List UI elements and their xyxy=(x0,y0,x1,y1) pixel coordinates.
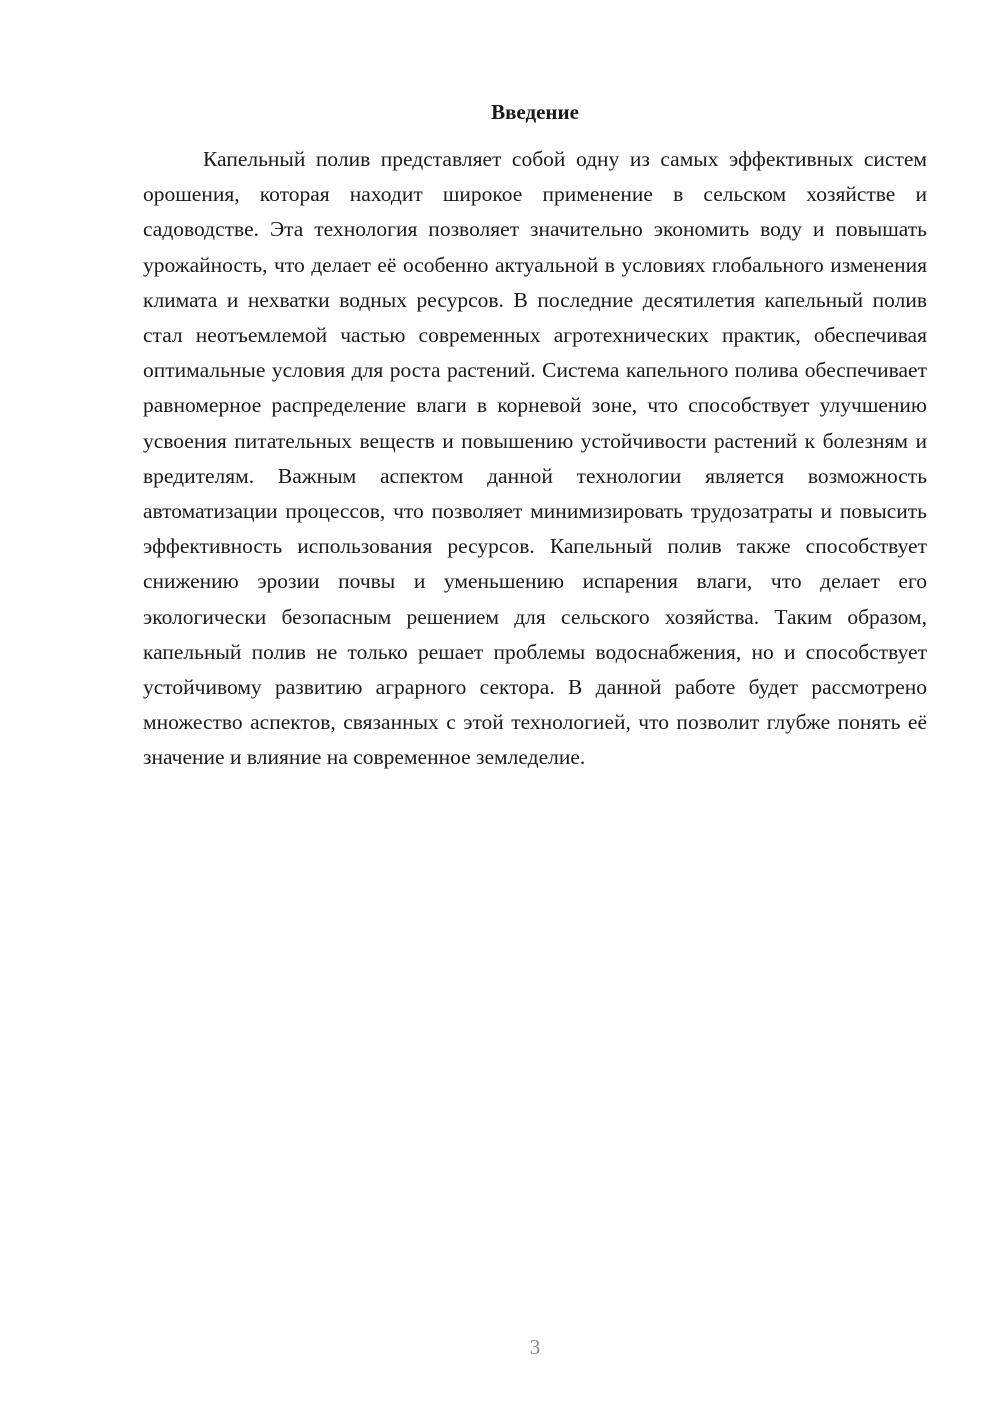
section-heading: Введение xyxy=(491,100,579,124)
page-number: 3 xyxy=(529,1335,541,1359)
body-paragraph: Капельный полив представляет собой одну из самых эффективных систем орошения, которая находит широкое применение в сельском хозяйстве и садоводстве. Эта технология позволяет значительно экономить воду и повышать урожайность, что делает её особенно актуальной в условиях глобального изменения климата и нехватки водных ресурсов. В последние десятилетия капельный полив стал неотъемлемой частью современных агротехнических практик, обеспечивая оптимальные условия для роста растений. Система капельного полива обеспечивает равномерное распределение влаги в корневой зоне, что способствует улучшению усвоения питательных веществ и повышению устойчивости растений к болезням и вредителям. Важным аспектом данной технологии является возможность автоматизации процессов, что позволяет минимизировать трудозатраты и повысить эффективность использования ресурсов. Капельный полив также способствует снижению эрозии почвы и уменьшению испарения влаги, что делает его экологически безопасным решением для сельского хозяйства. Таким образом, капельный полив не только решает проблемы водоснабжения, но и способствует устойчивому развитию аграрного сектора. В данной работе будет рассмотрено множество аспектов, связанных с этой технологией, что позволит глубже понять её значение и влияние на современное земледелие. xyxy=(143,147,927,770)
